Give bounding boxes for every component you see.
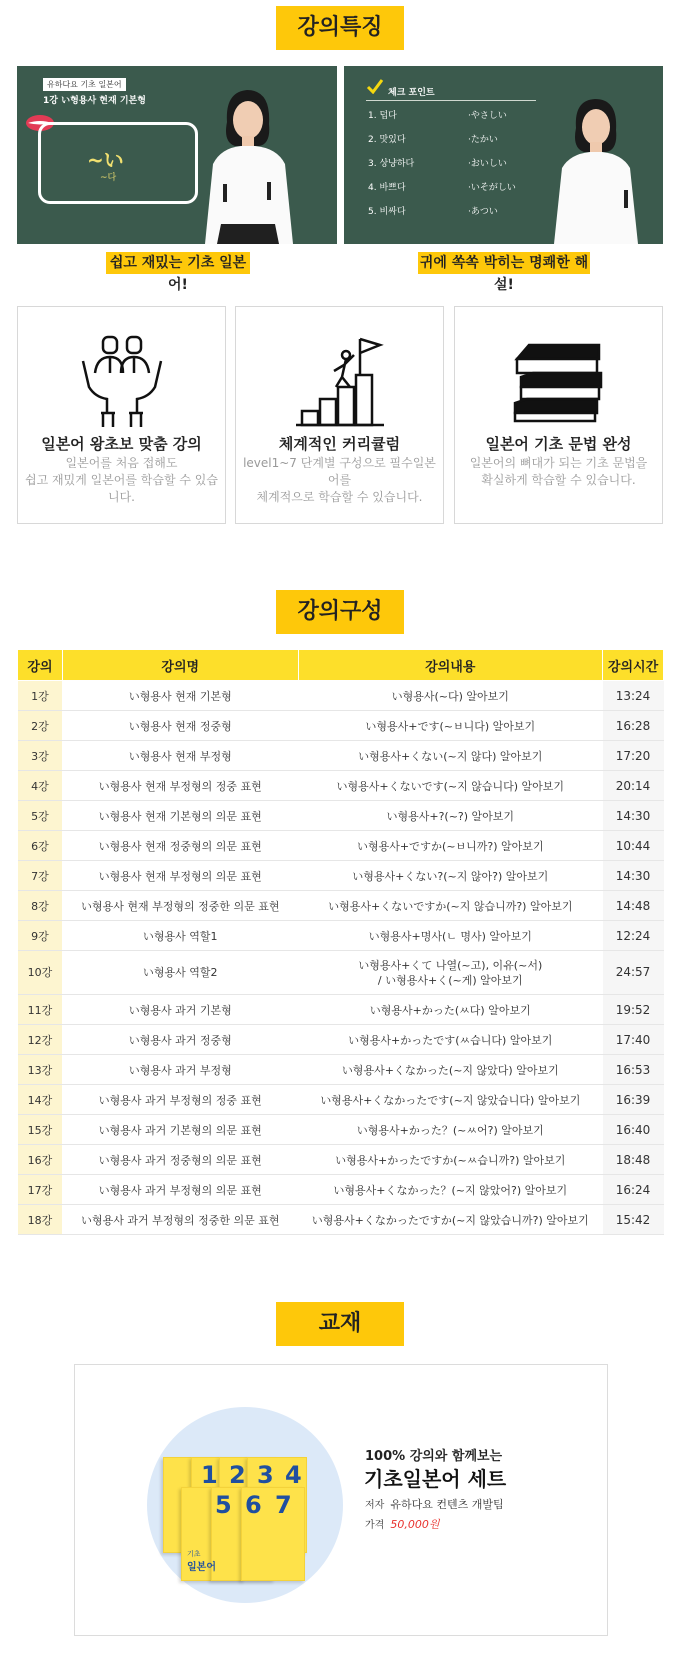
lecture-content-cell: い형용사+かったです(ㅆ습니다) 알아보기 <box>298 1025 602 1055</box>
book-set-image <box>163 1457 333 1587</box>
lecture-number-cell: 8강 <box>18 891 63 921</box>
table-row <box>18 1145 664 1175</box>
course-badge: 유하다요 기초 일본어 <box>43 78 126 91</box>
feature-desc-line: 쉽고 재밌게 일본어를 학습할 수 있습니다. <box>25 473 218 504</box>
feature-title: 일본어 왕초보 맞춤 강의 <box>41 435 202 453</box>
lecture-content-cell: い형용사+くないですか(~지 않습니까?) 알아보기 <box>298 891 602 921</box>
lecture-number-cell: 3강 <box>18 741 63 771</box>
check-item-kr: 3. 상냥하다 <box>368 159 415 169</box>
lecture-title-cell: い형용사 현재 부정형 <box>62 741 298 771</box>
book-number: 1 <box>201 1461 218 1489</box>
price-label: 가격 <box>365 1520 385 1531</box>
book-number: 5 <box>215 1491 232 1519</box>
lecture-title-cell: い형용사 과거 정중형의 의문 표현 <box>62 1145 298 1175</box>
header-title: 강의명 <box>62 650 298 681</box>
checkpoint-label: 체크 포인트 <box>388 88 435 98</box>
lecture-content-cell: い형용사+です(~ㅂ니다) 알아보기 <box>298 711 602 741</box>
feature-desc <box>459 455 658 489</box>
feature-title: 일본어 기초 문법 완성 <box>485 435 632 453</box>
textbook-section-title: 교재 <box>276 1302 404 1346</box>
lecture-title-cell: い형용사 과거 부정형의 정중 표현 <box>62 1085 298 1115</box>
lecture-duration-cell: 16:39 <box>603 1085 664 1115</box>
check-icon <box>366 78 384 94</box>
lecture-number-cell: 5강 <box>18 801 63 831</box>
video1-caption: 쉽고 재밌는 기초 일본어! <box>106 252 250 274</box>
book-cover-small-label: 기초 <box>187 1550 201 1558</box>
table-row <box>18 1205 664 1235</box>
lecture-duration-cell: 16:24 <box>603 1175 664 1205</box>
textbook-card <box>74 1364 608 1636</box>
table-row <box>18 801 664 831</box>
textbook-price-row <box>365 1516 439 1532</box>
lecture-duration-cell: 12:24 <box>603 921 664 951</box>
feature-box-beginner <box>17 306 226 524</box>
lecture-title-cell: い형용사 과거 기본형의 의문 표현 <box>62 1115 298 1145</box>
table-row <box>18 741 664 771</box>
book-number: 7 <box>275 1491 292 1519</box>
lecture-content-cell: い형용사(~다) 알아보기 <box>298 681 602 711</box>
lecture-duration-cell: 10:44 <box>603 831 664 861</box>
check-item-kr: 1. 덥다 <box>368 111 397 121</box>
lecture-number-cell: 12강 <box>18 1025 63 1055</box>
lecture-number-cell: 1강 <box>18 681 63 711</box>
lecture-duration-cell: 24:57 <box>603 951 664 995</box>
board-small-text: ~다 <box>100 173 117 183</box>
lecture-number-cell: 18강 <box>18 1205 63 1235</box>
lecture-title-cell: い형용사 현재 부정형의 의문 표현 <box>62 861 298 891</box>
author-value: 유하다요 컨텐츠 개발팀 <box>390 1498 504 1511</box>
book-number: 3 <box>257 1461 274 1489</box>
feature-desc-line: 확실하게 학습할 수 있습니다. <box>481 473 636 487</box>
feature-desc-line: 체계적으로 학습할 수 있습니다. <box>256 490 423 504</box>
author-label: 저자 <box>365 1500 385 1511</box>
lecture-content-cell: い형용사+?(~?) 알아보기 <box>298 801 602 831</box>
stairs-flag-icon <box>290 333 390 429</box>
feature-desc <box>22 455 221 506</box>
lecture-duration-cell: 17:40 <box>603 1025 664 1055</box>
lecture-number-cell: 10강 <box>18 951 63 995</box>
lecture-content-cell: い형용사+くない(~지 않다) 알아보기 <box>298 741 602 771</box>
lecture-video-thumbnail-2[interactable] <box>344 66 663 244</box>
content-line: い형용사+くて 나열(~고), 이유(~서) <box>358 958 543 972</box>
lecture-number-cell: 6강 <box>18 831 63 861</box>
lecture-number-cell: 14강 <box>18 1085 63 1115</box>
lecture-number-cell: 13강 <box>18 1055 63 1085</box>
lecture-number-cell: 7강 <box>18 861 63 891</box>
lecture-title-cell: い형용사 과거 부정형의 정중한 의문 표현 <box>62 1205 298 1235</box>
lecture-content-cell: い형용사+ですか(~ㅂ니까?) 알아보기 <box>298 831 602 861</box>
lecture-content-cell: い형용사+くなかったです(~지 않았습니다) 알아보기 <box>298 1085 602 1115</box>
lecture-content-cell: い형용사+かった？(~ㅆ어?) 알아보기 <box>298 1115 602 1145</box>
lecture-number-cell: 4강 <box>18 771 63 801</box>
lecture-duration-cell: 14:48 <box>603 891 664 921</box>
book-cover-label: 일본어 <box>187 1562 216 1573</box>
lesson-title: 1강 い형용사 현재 기본형 <box>43 96 146 106</box>
book-number: 6 <box>245 1491 262 1519</box>
lecture-duration-cell: 16:40 <box>603 1115 664 1145</box>
check-item-jp: ·やさしい <box>468 111 507 121</box>
table-row <box>18 681 664 711</box>
board-big-text: ~い <box>87 148 124 172</box>
check-item-kr: 2. 맛있다 <box>368 135 406 145</box>
feature-desc-line: level1~7 단계별 구성으로 필수일본어를 <box>243 456 436 487</box>
lecture-number-cell: 9강 <box>18 921 63 951</box>
features-section-title: 강의특징 <box>276 6 404 50</box>
lecture-video-thumbnail-1[interactable] <box>17 66 337 244</box>
checkpoint-underline <box>366 100 536 101</box>
textbook-subtitle: 100% 강의와 함께보는 <box>365 1449 503 1464</box>
lecture-number-cell: 2강 <box>18 711 63 741</box>
feature-box-grammar <box>454 306 663 524</box>
lecture-duration-cell: 20:14 <box>603 771 664 801</box>
lecture-title-cell: い형용사 과거 정중형 <box>62 1025 298 1055</box>
table-row <box>18 1055 664 1085</box>
check-item-kr: 5. 비싸다 <box>368 207 406 217</box>
lecture-number-cell: 11강 <box>18 995 63 1025</box>
table-row <box>18 861 664 891</box>
header-content: 강의내용 <box>298 650 602 681</box>
lecture-content-cell: い형용사+くなかった？(~지 않았어?) 알아보기 <box>298 1175 602 1205</box>
content-line: / い형용사+く(~게) 알아보기 <box>377 973 523 987</box>
feature-box-curriculum <box>235 306 444 524</box>
feature-desc-line: 일본어를 처음 접해도 <box>65 456 178 470</box>
table-row <box>18 1025 664 1055</box>
lecture-duration-cell: 16:53 <box>603 1055 664 1085</box>
feature-title: 체계적인 커리큘럼 <box>278 435 401 453</box>
lecture-duration-cell: 14:30 <box>603 801 664 831</box>
lecture-title-cell: い형용사 역할2 <box>62 951 298 995</box>
book-number: 2 <box>229 1461 246 1489</box>
textbook-title: 기초일본어 세트 <box>364 1467 507 1491</box>
lecture-content-cell: い형용사+くなかった(~지 않았다) 알아보기 <box>298 1055 602 1085</box>
table-row <box>18 771 664 801</box>
feature-desc-line: 일본어의 뼈대가 되는 기초 문법을 <box>469 456 648 470</box>
lecture-number-cell: 15강 <box>18 1115 63 1145</box>
lecture-content-cell: い형용사+くない?(~지 않아?) 알아보기 <box>298 861 602 891</box>
lecture-duration-cell: 15:42 <box>603 1205 664 1235</box>
lecture-title-cell: い형용사 현재 부정형의 정중한 의문 표현 <box>62 891 298 921</box>
table-row <box>18 995 664 1025</box>
lecture-title-cell: い형용사 현재 정중형의 의문 표현 <box>62 831 298 861</box>
check-item-jp: ·たかい <box>468 135 498 145</box>
lecture-duration-cell: 13:24 <box>603 681 664 711</box>
check-item-jp: ·あつい <box>468 207 498 217</box>
teacher-figure <box>187 84 307 244</box>
table-row <box>18 951 664 995</box>
header-duration: 강의시간 <box>603 650 664 681</box>
check-item-jp: ·いそがしい <box>468 183 516 193</box>
table-row <box>18 711 664 741</box>
table-row <box>18 1115 664 1145</box>
lecture-duration-cell: 18:48 <box>603 1145 664 1175</box>
handshake-icon <box>79 333 165 429</box>
books-stack-icon <box>509 333 609 423</box>
lecture-duration-cell: 19:52 <box>603 995 664 1025</box>
header-lecture: 강의 <box>18 650 63 681</box>
check-item-kr: 4. 바쁘다 <box>368 183 406 193</box>
book-number: 4 <box>285 1461 302 1489</box>
table-row <box>18 891 664 921</box>
price-value: 50,000원 <box>390 1518 440 1531</box>
video2-caption: 귀에 쏙쏙 박히는 명쾌한 해설! <box>418 252 590 274</box>
lecture-duration-cell: 16:28 <box>603 711 664 741</box>
lecture-duration-cell: 17:20 <box>603 741 664 771</box>
lecture-title-cell: い형용사 역할1 <box>62 921 298 951</box>
lecture-title-cell: い형용사 현재 기본형의 의문 표현 <box>62 801 298 831</box>
table-row <box>18 831 664 861</box>
lecture-content-cell <box>298 951 602 995</box>
table-row <box>18 1085 664 1115</box>
table-row <box>18 1175 664 1205</box>
course-section-title: 강의구성 <box>276 590 404 634</box>
lecture-title-cell: い형용사 현재 기본형 <box>62 681 298 711</box>
lecture-title-cell: い형용사 현재 정중형 <box>62 711 298 741</box>
feature-desc <box>240 455 439 506</box>
lecture-number-cell: 17강 <box>18 1175 63 1205</box>
lecture-content-cell: い형용사+명사(ㄴ 명사) 알아보기 <box>298 921 602 951</box>
checkpoint-list <box>368 108 538 228</box>
lecture-duration-cell: 14:30 <box>603 861 664 891</box>
lecture-content-cell: い형용사+くないです(~지 않습니다) 알아보기 <box>298 771 602 801</box>
lecture-number-cell: 16강 <box>18 1145 63 1175</box>
lecture-title-cell: い형용사 현재 부정형의 정중 표현 <box>62 771 298 801</box>
lecture-content-cell: い형용사+くなかったですか(~지 않았습니까?) 알아보기 <box>298 1205 602 1235</box>
lecture-title-cell: い형용사 과거 기본형 <box>62 995 298 1025</box>
lecture-content-cell: い형용사+かったですか(~ㅆ습니까?) 알아보기 <box>298 1145 602 1175</box>
course-table <box>17 649 664 1235</box>
textbook-author-row <box>365 1496 504 1512</box>
table-row <box>18 921 664 951</box>
teacher-figure <box>540 94 650 244</box>
lecture-content-cell: い형용사+かった(ㅆ다) 알아보기 <box>298 995 602 1025</box>
check-item-jp: ·おいしい <box>468 159 507 169</box>
table-header-row <box>18 650 664 681</box>
lecture-title-cell: い형용사 과거 부정형의 의문 표현 <box>62 1175 298 1205</box>
lecture-title-cell: い형용사 과거 부정형 <box>62 1055 298 1085</box>
